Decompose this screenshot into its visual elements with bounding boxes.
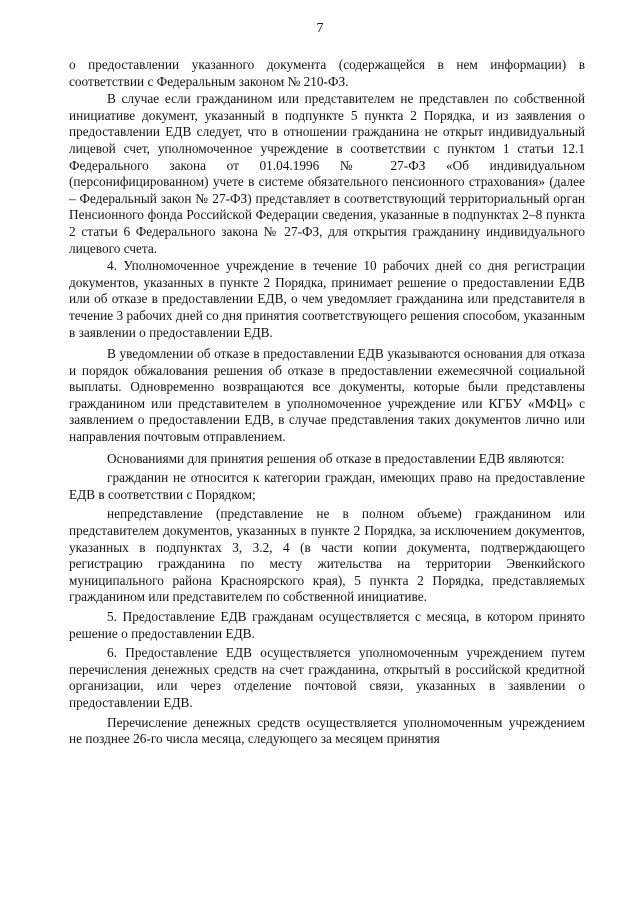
- paragraph-refusal-grounds: Основаниями для принятия решения об отказе в предоставлении ЕДВ являются:: [107, 450, 565, 466]
- paragraph-ground-category: гражданин не относится к категории граждан, имеющих право на предоставление ЕДВ в соответствии с Порядком;: [69, 470, 585, 502]
- paragraph-item-5: 5. Предоставление ЕДВ гражданам осуществляется с месяца, в котором принято решение о предоставлении ЕДВ.: [69, 609, 585, 641]
- paragraph-continuation: о предоставлении указанного документа (содержащейся в нем информации) в соответствии с Федеральным законом № 210-ФЗ.: [69, 57, 585, 89]
- paragraph-personal-account: В случае если гражданином или представителем не представлен по собственной инициативе документ, указанный в подпункте 5 пункта 2 Порядка, и из заявления о предоставлении ЕДВ следует, что в отношении гражданина не открыт индивидуальный лицевой счет, уполномоченное учреждение в соответствии с пунктом 1 статьи 12.1 Федерального закона от 01.04.1996 № 27-ФЗ «Об индивидуальном (персонифицированном) учете в системе обязательного пенсионного страхования» (далее – Федеральный закон № 27-ФЗ) представляет в соответствующий территориальный орган Пенсионного фонда Российской Федерации сведения, указанные в подпунктах 2–8 пункта 2 статьи 6 Федерального закона № 27-ФЗ, для открытия гражданину индивидуального лицевого счета.: [69, 91, 585, 256]
- paragraph-refusal-notice: В уведомлении об отказе в предоставлении ЕДВ указываются основания для отказа и порядок обжалования решения об отказе в предоставлении ежемесячной социальной выплаты. Одновременно возвращаются все документы, которые были представлены гражданином или представителем в уполномоченное учреждение или КГБУ «МФЦ» с заявлением о предоставлении ЕДВ, в случае представления таких документов лично или направления почтовым отправлением.: [69, 346, 585, 445]
- paragraph-item-6: 6. Предоставление ЕДВ осуществляется уполномоченным учреждением путем перечисления денежных средств на счет гражданина, открытый в российской кредитной организации, или через отделение почтовой связи, указанных в заявлении о предоставлении ЕДВ.: [69, 645, 585, 710]
- document-body: [69, 57, 585, 749]
- paragraph-transfer: Перечисление денежных средств осуществляется уполномоченным учреждением не позднее 26-го числа месяца, следующего за месяцем принятия: [69, 714, 585, 747]
- page-number: 7: [316, 21, 324, 36]
- paragraph-item-4: 4. Уполномоченное учреждение в течение 10 рабочих дней со дня регистрации документов, указанных в пункте 2 Порядка, принимает решение о предоставлении ЕДВ или об отказе в предоставлении ЕДВ, о чем уведомляет гражданина или представителя в течение 3 рабочих дней со дня принятия соответствующего решения способом, указанным в заявлении о предоставлении ЕДВ.: [69, 258, 585, 340]
- paragraph-ground-documents: непредставление (представление не в полном объеме) гражданином или представителем документов, указанных в пункте 2 Порядка, за исключением документов, указанных в подпунктах 3, 3.2, 4 (в части копии документа, подтверждающего регистрацию гражданина по месту жительства на территории Эвенкийского муниципального района Красноярского края), 5 пункта 2 Порядка, представляемых гражданином или представителем по собственной инициативе.: [69, 506, 585, 605]
